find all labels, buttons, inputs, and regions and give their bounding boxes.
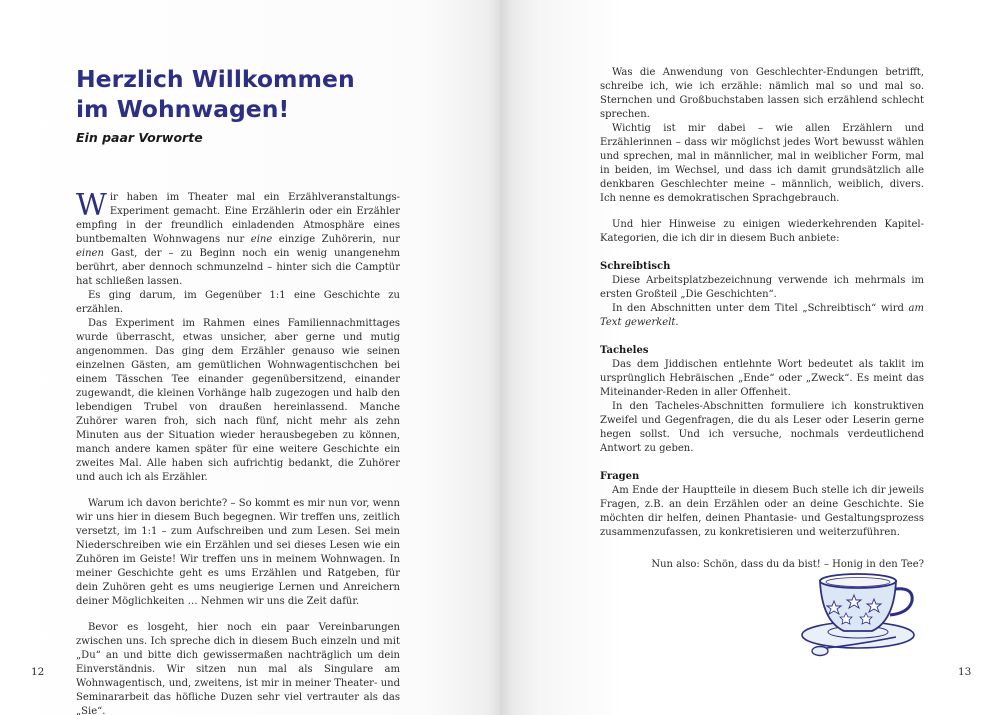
drop-cap: W bbox=[76, 188, 107, 223]
teacup-icon bbox=[796, 565, 926, 665]
paragraph: Und hier Hinweise zu einigen wiederkehrenden Kapitel-Kategorien, die ich dir in diesem Buch anbiete: bbox=[600, 219, 924, 244]
section-heading-fragen: Fragen bbox=[600, 471, 640, 482]
right-body-text bbox=[600, 66, 924, 572]
book-gutter bbox=[488, 0, 512, 715]
paragraph-intro: Wir haben im Theater mal ein Erzählveranstaltungs-Experiment gemacht. Eine Erzählerin oder ein Erzähler empfing in der freundlich einladenden Atmosphäre eines buntbemalten Wohnwagens nur eine einzige Zuhörerin, nur einen Gast, der – zu Beginn noch ein wenig unangenehm berührt, aber dennoch schmunzelnd – hinter sich die Camptür hat schließen lassen. bbox=[76, 188, 400, 287]
paragraph: Bevor es losgeht, hier noch ein paar Vereinbarungen zwischen uns. Ich spreche dich in diesem Buch einzeln und mit „Du“ an und bitte dich gewissermaßen nachträglich um dein Einverständnis. Wir sitzen nun mal als Singulare am Wohnwagentisch, und, zweitens, ist mir in meiner Theater- und Seminararbeit das höfliche Duzen sehr viel vertrauter als das „Sie“. bbox=[76, 622, 400, 715]
section-heading-schreibtisch: Schreibtisch bbox=[600, 261, 671, 272]
paragraph: Es ging darum, im Gegenüber 1:1 eine Geschichte zu erzählen. bbox=[76, 290, 400, 315]
paragraph: In den Abschnitten unter dem Titel „Schreibtisch“ wird am Text gewerkelt. bbox=[600, 303, 924, 328]
page-subtitle: Ein paar Vorworte bbox=[76, 130, 203, 145]
paragraph: Das Experiment im Rahmen eines Familiennachmittages wurde überrascht, etwas unsicher, aber gerne und mutig angenommen. Das ging dem Erzähler genauso wie seinen einzelnen Gästen, am gemütlichen Wohnwagentischchen bei einem Tässchen Tee einander gegenübersitzend, einander zugewandt, die kleinen Vorhänge halb zugezogen und halb den lebendigen Trubel von draußen hereinlassend. Manche Zuhörer waren froh, sich nach fünf, nicht mehr als zehn Minuten aus der Situation wieder herausbegeben zu können, manch andere kamen später für eine weitere Geschichte ein zweites Mal. Alle haben sich aufrichtig bedankt, die Zuhörer und auch ich als Erzähler. bbox=[76, 318, 400, 483]
page-number-right: 13 bbox=[958, 666, 972, 678]
page-number-left: 12 bbox=[31, 666, 45, 678]
paragraph: Warum ich davon berichte? – So kommt es mir nun vor, wenn wir uns hier in diesem Buch begegnen. Wir treffen uns, zeitlich versetzt, im 1:1 – zum Aufschreiben und zum Lesen. Sei mein Niederschreiben wie ein Erzählen und sei dieses Lesen wie ein Zuhören im Geiste! Wir treffen uns in meinem Wohnwagen. In meiner Geschichte geht es ums Erzählen und Ratgeben, für dein Zuhören geht es ums neugierige Lernen und Anreichern deiner Möglichkeiten … Nehmen wir uns die Zeit dafür. bbox=[76, 498, 400, 607]
closing-line: Nun also: Schön, dass du da bist! – Honig in den Tee? bbox=[651, 559, 924, 570]
paragraph: Wichtig ist mir dabei – wie allen Erzählern und Erzählerinnen – dass wir möglichst jedes Wort bewusst wählen und sprechen, mal in männlicher, mal in weiblicher Form, mal in beiden, im Wechsel, und dass ich damit grundsätzlich alle denkbaren Geschlechter meine – männlich, weiblich, divers. Ich nenne es demokratischen Sprachgebrauch. bbox=[600, 123, 924, 204]
left-body-text bbox=[76, 188, 400, 715]
section-heading-tacheles: Tacheles bbox=[600, 345, 649, 356]
paragraph: Was die Anwendung von Geschlechter-Endungen betrifft, schreibe ich, wie ich erzähle: nämlich mal so und mal so. Sternchen und Großbuchstaben lassen sich erzählend schlecht sprechen. bbox=[600, 67, 924, 120]
paragraph: Am Ende der Hauptteile in diesem Buch stelle ich dir jeweils Fragen, z.B. an dein Erzählen oder an deine Geschichte. Sie möchten dir helfen, deinen Phantasie- und Gestaltungsprozess zusammenzufassen, zu konkretisieren und weiterzuführen. bbox=[600, 485, 924, 538]
paragraph: Diese Arbeitsplatzbezeichnung verwende ich mehrmals im ersten Großteil „Die Geschichten“. bbox=[600, 275, 924, 300]
paragraph: Das dem Jiddischen entlehnte Wort bedeutet als taklit im ursprünglich Hebräischen „Ende“ oder „Zweck“. Es meint das Miteinander-Reden in aller Offenheit. bbox=[600, 359, 924, 398]
paragraph: In den Tacheles-Abschnitten formuliere ich konstruktiven Zweifel und Gegenfragen, die du als Leser oder Leserin gerne hegen sollst. Und ich versuche, nochmals verdeutlichend Antwort zu geben. bbox=[600, 401, 924, 454]
page-title bbox=[76, 64, 355, 124]
title-line-1: Herzlich Willkommen bbox=[76, 65, 355, 93]
title-line-2: im Wohnwagen! bbox=[76, 95, 290, 123]
